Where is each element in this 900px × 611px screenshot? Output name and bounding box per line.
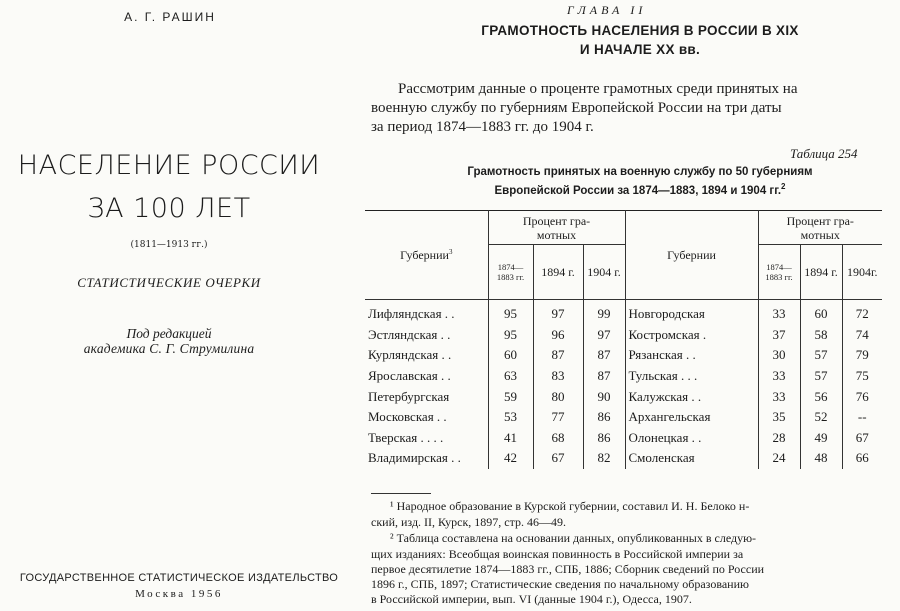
gubernia-name: Рязанская . . [625,345,758,366]
value-cell: 68 [533,428,583,449]
footnote-2-line2: щих изданиях: Всеобщая воинская повинность в Российской империи за [371,547,744,561]
footnote-2-line3: первое десятилетие 1874—1883 гг., СПБ, 1886; Сборник сведений по России [371,562,765,576]
gubernia-name: Смоленская [625,448,758,469]
value-cell: 42 [488,448,533,469]
value-cell: 86 [583,428,625,449]
book-years: (1811—1913 гг.) [130,240,208,250]
value-cell: 35 [758,407,800,428]
gubernia-name: Московская . . [365,407,488,428]
table-number: Таблица 254 [790,146,858,161]
header-year-1894-left: 1894 г. [533,245,583,300]
value-cell: 33 [758,366,800,387]
gubernia-name: Эстляндская . . [365,325,488,346]
table-row [365,366,882,387]
intro-line3: за период 1874—1883 гг. до 1904 г. [371,119,594,135]
table-body [365,300,882,469]
table-caption-line1: Грамотность принятых на военную службу по 50 губерниям [467,166,813,178]
value-cell: 52 [800,407,842,428]
footnote-2-line1: ² Таблица составлена на основании данных, опубликованных в следую- [390,531,757,545]
value-cell: 57 [800,345,842,366]
value-cell: 24 [758,448,800,469]
value-cell: 97 [583,325,625,346]
value-cell: 60 [488,345,533,366]
value-cell: 66 [855,450,869,466]
intro-line1: Рассмотрим данные о проценте грамотных среди принятых на [398,81,798,97]
value-cell: 48 [800,448,842,469]
value-cell: 57 [800,366,842,387]
value-cell: 37 [758,325,800,346]
table-caption-line2 [402,182,878,197]
header-year-1894-right: 1894 г. [800,245,842,300]
value-cell: 76 [855,388,869,404]
gubernia-name: Петербургская [365,386,488,407]
footnote-2-line5: в Российской империи, вып. VI (данные 1904 г.), Одесса, 1907. [371,592,692,606]
gubernia-name: Архангельская [625,407,758,428]
header-year-1904-left: 1904 г. [583,245,625,300]
value-cell: 67 [855,429,869,445]
header-year-1874-left: 1874— 1883 гг. [488,245,533,300]
table-row [365,300,882,325]
chapter-title-line2: И НАЧАЛЕ XX вв. [579,42,701,57]
chapter-title-line1: ГРАМОТНОСТЬ НАСЕЛЕНИЯ В РОССИИ В XIX [481,23,799,38]
value-cell: 56 [800,386,842,407]
book-title-line2: ЗА 100 ЛЕТ [87,193,251,224]
value-cell: 33 [758,386,800,407]
gubernia-name: Тверская . . . . [365,428,488,449]
value-cell: 80 [533,386,583,407]
table-caption-footnote-ref: 2 [781,182,786,191]
footnote-1-line2: ский, изд. II, Курск, 1897, стр. 46—49. [371,515,567,529]
table-row [365,448,882,469]
book-title-line1: НАСЕЛЕНИЕ РОССИИ [17,150,321,181]
value-cell: 87 [583,345,625,366]
value-cell: 86 [583,407,625,428]
table-caption-text: Европейской России за 1874—1883, 1894 и 1904 гг. [494,184,782,197]
value-cell: 41 [488,428,533,449]
value-cell: 63 [488,366,533,387]
gubernia-name: Тульская . . . [625,366,758,387]
city-year: Москва 1956 [135,588,223,600]
table-header [365,211,882,300]
value-cell: 95 [488,325,533,346]
value-cell: 53 [488,407,533,428]
table-row [365,407,882,428]
book-author: А. Г. РАШИН [124,10,216,24]
intro-line2: военную службу по губерниям Европейской России на три даты [371,100,782,116]
gubernia-name: Костромская . [625,325,758,346]
gubernia-name: Олонецкая . . [625,428,758,449]
header-percent-right: Процент гра- мотных [758,211,882,245]
chapter-number: ГЛАВА II [567,3,647,17]
value-cell: 59 [488,386,533,407]
value-cell: 49 [800,428,842,449]
gubernia-name: Новгородская [625,300,758,325]
editor-line1: Под редакцией [126,326,212,341]
header-gubernia-left: Губернии$^3$ [365,211,488,300]
gubernia-name: Лифляндская . . [365,300,488,325]
value-cell: -- [857,409,867,425]
header-year-1904-right: 1904г. [842,245,882,300]
value-cell: 72 [855,306,869,322]
publisher: ГОСУДАРСТВЕННОЕ СТАТИСТИЧЕСКОЕ ИЗДАТЕЛЬСТВО [19,572,339,584]
value-cell: 82 [583,448,625,469]
value-cell: 33 [758,300,800,325]
header-gubernia-right: Губернии [625,211,758,300]
value-cell: 75 [855,368,869,384]
gubernia-name: Калужская . . [625,386,758,407]
editor-line2: академика С. Г. Струмилина [83,341,255,356]
footnote-divider [371,493,431,494]
value-cell: 30 [758,345,800,366]
footnote-1-line1: ¹ Народное образование в Курской губернии, составил И. Н. Белоко н- [390,499,750,513]
table-row [365,345,882,366]
value-cell: 97 [533,300,583,325]
value-cell: 96 [533,325,583,346]
gubernia-name: Курляндская . . [365,345,488,366]
table-row [365,325,882,346]
header-year-1874-right: 1874— 1883 гг. [758,245,800,300]
table-row [365,428,882,449]
gubernia-name: Ярославская . . [365,366,488,387]
literacy-table [365,210,882,469]
value-cell: 87 [583,366,625,387]
value-cell: 67 [533,448,583,469]
value-cell: 74 [855,326,869,342]
value-cell: 83 [533,366,583,387]
value-cell: 95 [488,300,533,325]
header-percent-left: Процент гра- мотных [488,211,625,245]
value-cell: 60 [800,300,842,325]
book-subtitle: СТАТИСТИЧЕСКИЕ ОЧЕРКИ [77,275,261,290]
gubernia-name: Владимирская . . [365,448,488,469]
value-cell: 87 [533,345,583,366]
footnote-2-line4: 1896 г., СПБ, 1897; Статистические сведения по начальному образованию [371,577,749,591]
table-row [365,386,882,407]
value-cell: 99 [583,300,625,325]
value-cell: 77 [533,407,583,428]
value-cell: 28 [758,428,800,449]
value-cell: 90 [583,386,625,407]
value-cell: 58 [800,325,842,346]
value-cell: 79 [855,347,869,363]
